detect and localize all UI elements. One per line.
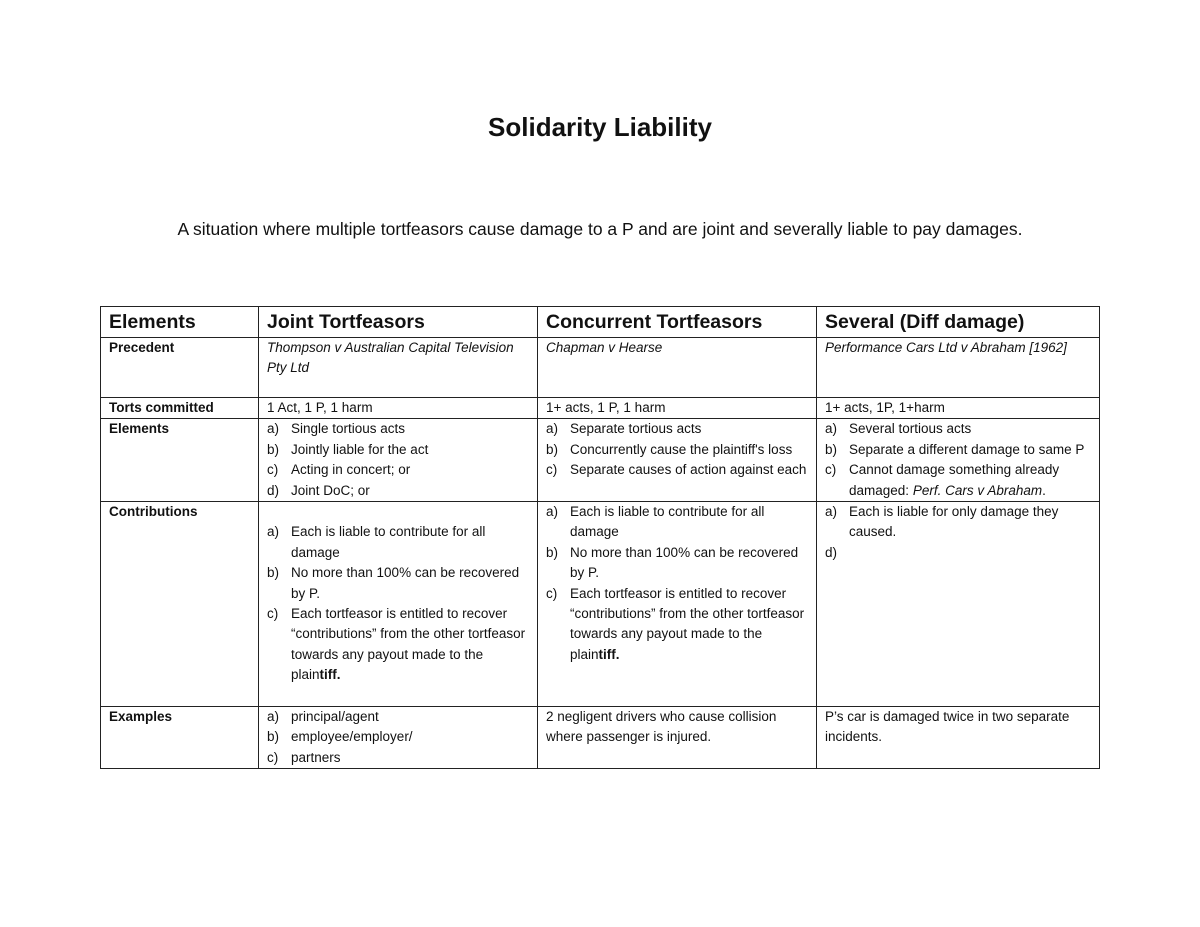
table-row-examples [101,707,1100,769]
list-item: b) No more than 100% can be recovered by P. [546,544,799,581]
row-label-elements: Elements [101,419,259,502]
header-joint-tortfeasors: Joint Tortfeasors [259,307,538,338]
examples-joint-list [267,707,531,768]
list-item: a) principal/agent [267,709,379,725]
list-item: a) Each is liable to contribute for all damage [546,504,765,540]
elements-several-list [825,419,1093,501]
list-item: c) Each tortfeasor is entitled to recover “contributions” from the other tortfeasor towards any payout made to the plaintiff. [546,585,805,662]
cell-contributions-joint [259,502,538,707]
liability-table [100,306,1100,769]
list-item: b) Concurrently cause the plaintiff's loss [546,441,793,457]
cell-contributions-several [817,502,1100,707]
document-title: Solidarity Liability [488,112,712,142]
case-citation: Perf. Cars v Abraham [912,482,1043,498]
header-concurrent-tortfeasors: Concurrent Tortfeasors [538,307,817,338]
row-label-precedent: Precedent [101,338,259,398]
cell-elements-several [817,419,1100,502]
cell-precedent-concurrent: Chapman v Hearse [538,338,817,398]
list-item: a) Several tortious acts [825,421,972,437]
cell-examples-several: P’s car is damaged twice in two separate incidents. [817,707,1100,769]
cell-torts-concurrent: 1+ acts, 1 P, 1 harm [538,398,817,419]
list-item: c) Each tortfeasor is entitled to recover “contributions” from the other tortfeasor towards any payout made to the plaintiff. [267,606,526,683]
table-row-precedent [101,338,1100,398]
list-item: a) Each is liable to contribute for all damage [267,524,486,560]
list-item: c) Acting in concert; or [267,462,411,478]
list-item: d) Joint DoC; or [267,482,370,498]
cell-contributions-concurrent [538,502,817,707]
contributions-joint-list [267,522,531,685]
list-item: c) partners [267,749,341,765]
row-label-contributions: Contributions [101,502,259,707]
list-item: b) No more than 100% can be recovered by P. [267,565,520,601]
list-item: c) Separate causes of action against each [546,462,807,478]
list-item: a) Separate tortious acts [546,421,702,437]
cell-elements-joint [259,419,538,502]
table-row-contributions [101,502,1100,707]
list-item: a) Each is liable for only damage they caused. [825,504,1059,540]
table-row-torts [101,398,1100,419]
elements-concurrent-list [546,419,810,480]
list-item: a) Single tortious acts [267,421,406,437]
cell-torts-several: 1+ acts, 1P, 1+harm [817,398,1100,419]
intro-paragraph: A situation where multiple tortfeasors cause damage to a P and are joint and severally liable to pay damages. [177,219,1023,239]
table-row-elements [101,419,1100,502]
header-several: Several (Diff damage) [817,307,1100,338]
cell-torts-joint: 1 Act, 1 P, 1 harm [259,398,538,419]
row-label-torts: Torts committed [101,398,259,419]
cell-precedent-joint: Thompson v Australian Capital Television Pty Ltd [259,338,538,398]
table-header-row [101,307,1100,338]
cell-examples-concurrent: 2 negligent drivers who cause collision where passenger is injured. [538,707,817,769]
header-elements: Elements [101,307,259,338]
row-label-examples: Examples [101,707,259,769]
list-item: b) Separate a different damage to same P [825,441,1085,457]
list-item: b) employee/employer/ [267,729,413,745]
list-item: b) Jointly liable for the act [267,441,429,457]
list-item: c) Cannot damage something already damaged: Perf. Cars v Abraham. [825,462,1060,498]
cell-examples-joint [259,707,538,769]
cell-precedent-several: Performance Cars Ltd v Abraham [1962] [817,338,1100,398]
contributions-concurrent-list [546,502,810,665]
elements-joint-list [267,419,531,501]
contributions-several-list: a) Each is liable for only damage they caused. d) [825,502,1093,543]
cell-elements-concurrent [538,419,817,502]
